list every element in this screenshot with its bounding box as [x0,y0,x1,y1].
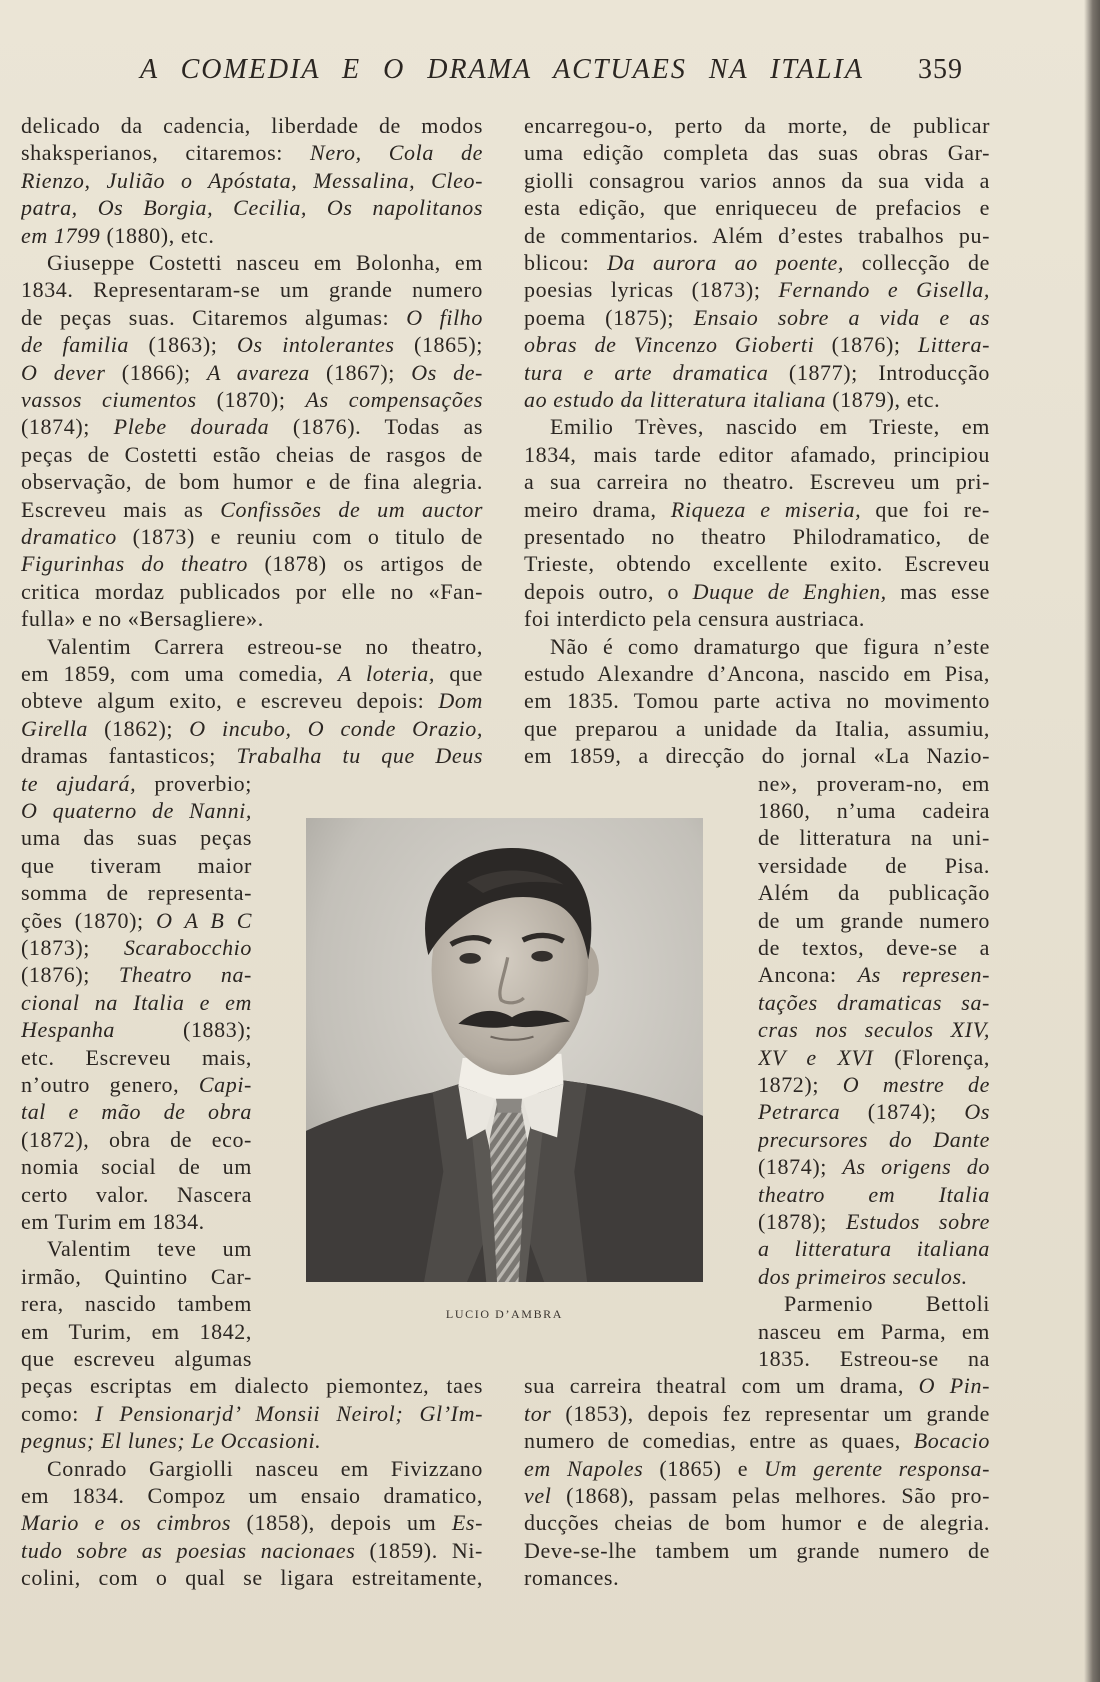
text-run: (1876); [21,962,119,988]
text-run: Valentim teve um [47,1236,252,1262]
text-line [21,1318,252,1345]
text-line [21,1181,252,1208]
italic-run: Trabalha tu que Deus [236,743,483,769]
text-run: (1863); [129,332,238,358]
text-run: em 1834. Compoz um ensaio dramatico, [21,1483,483,1508]
italic-run: Petrarca [758,1099,841,1125]
italic-run: Bocacio [913,1428,990,1454]
text-run: que escreveu algumas [21,1346,252,1371]
text-line [21,1071,252,1098]
text-line [524,687,990,714]
italic-run: O dever [21,359,106,385]
italic-run: cras nos seculos XIV, [758,1017,990,1043]
text-line [524,304,990,331]
text-line [758,1345,990,1372]
text-line [21,139,483,166]
italic-run: Girella [21,715,88,741]
text-line [21,1290,252,1317]
italic-run: Ensaio sobre a vida e as [693,304,990,330]
italic-run: pegnus; El lunes; Le Occasioni. [21,1428,322,1454]
italic-run: Nero, Cola de [310,140,483,166]
italic-run: A loteria, [337,661,435,686]
text-run: (1867); [309,359,412,385]
italic-run: theatro em Italia [758,1181,990,1207]
italic-run: ao estudo da litteratura italiana [524,387,827,412]
text-line [21,1564,483,1591]
italic-run: precursores do Dante [758,1126,990,1152]
italic-run: O incubo, O conde Orazio, [189,715,483,741]
italic-run: cional na Italia e em [21,989,252,1015]
text-line [21,276,483,303]
text-run: de litteratura na uni- [758,825,990,851]
text-run: nasceu em Parma, em [758,1318,990,1344]
text-run: (1853), depois fez representar um grande [551,1400,990,1426]
text-run: uma edição completa das suas obras Gar- [524,140,990,166]
italic-run: tor [524,1400,552,1426]
text-run: (1868), passam pelas melhores. São pro- [551,1483,990,1508]
text-run: dramas fantasticos; [21,743,237,769]
italic-run: O mestre de [842,1072,990,1097]
text-run: Giuseppe Costetti nasceu em Bolonha, em [47,250,483,275]
text-line [524,633,990,660]
text-line [21,770,252,797]
text-run: (1879), etc. [826,387,941,412]
italic-run: tações dramaticas sa- [758,989,990,1015]
text-run: fulla» e no «Bersagliere». [21,606,264,632]
text-run: ções (1870); [21,907,157,933]
text-line [21,1455,483,1482]
text-run: Conrado Gargiolli nasceu em Fivizzano [47,1455,483,1481]
italic-run: Scarabocchio [123,935,252,960]
text-run: nomia social de um [21,1154,252,1180]
text-run: Ancona: [758,962,858,988]
text-line [758,1098,990,1125]
italic-run: Littera- [917,332,990,358]
italic-run: As represen- [857,962,990,988]
italic-run: em Napoles [524,1455,644,1481]
text-line [524,139,990,166]
text-line [524,468,990,495]
text-line [524,112,990,139]
text-line [21,687,483,714]
italic-run: Rienzo, Julião o Apóstata, Messalina, Cleo- [21,167,483,193]
text-run: (1866); [105,359,207,385]
italic-run: dos primeiros seculos. [758,1263,968,1289]
italic-run: a litteratura italiana [758,1236,990,1262]
italic-run: Dom [438,688,483,714]
text-line [524,605,990,632]
text-run: poesias lyricas (1873); [524,277,779,303]
text-line [524,194,990,221]
text-run: em 1859, a direcção do jornal «La Nazio- [524,743,990,769]
text-run: peças de Costetti estão cheias de rasgos de [21,441,483,467]
text-line [758,1016,990,1043]
text-run: numero de comedias, entre as quaes, [524,1428,914,1454]
text-run: (1873); [21,935,124,960]
text-line [21,1208,252,1235]
italic-run: Hespanha [21,1017,116,1043]
text-run: presentado no theatro Philodramatico, de [524,524,990,549]
text-run: (1874); [21,414,114,440]
text-line [758,1153,990,1180]
text-run: que preparou a unidade da Italia, assumiu, [524,715,990,741]
italic-run: vel [524,1483,552,1508]
text-line [524,1509,990,1536]
text-line [524,578,990,605]
text-line [524,1400,990,1427]
text-run: sua carreira theatral com um drama, [524,1373,919,1399]
text-run: observação, de bom humor e de fina alegria. [21,469,483,495]
right-eye [531,951,552,962]
italic-run: Um gerente responsa- [764,1455,990,1481]
text-run: encarregou-o, perto da morte, de publicar [524,113,990,138]
text-run: certo valor. Nascera [21,1181,252,1207]
text-run: (1876). Todas as [269,414,483,440]
italic-run: Os de- [411,359,483,385]
text-line [21,496,483,523]
text-run: giolli consagrou varios annos da sua vida a [524,167,990,193]
text-line [21,742,483,769]
text-run: a sua carreira no theatro. Escreveu um pri- [524,469,990,495]
text-line [758,1044,990,1071]
text-line [758,797,990,824]
text-run: irmão, Quintino Car- [21,1263,252,1289]
text-line [758,907,990,934]
text-run: em Turim em 1834. [21,1209,205,1234]
italic-run: vassos ciumentos [21,387,197,412]
text-run: Emilio Trèves, nascido em Trieste, em [550,414,990,440]
portrait-photo [306,818,703,1282]
text-line [758,1126,990,1153]
text-line [21,879,252,906]
text-line [21,824,252,851]
text-line [21,1263,252,1290]
text-line [758,824,990,851]
text-run: Escreveu mais as [21,496,221,522]
text-run: (1858), depois um [231,1510,452,1536]
italic-run: Os intolerantes [237,332,395,358]
text-line [21,578,483,605]
text-run: Parmenio Bettoli [784,1291,990,1317]
text-run: peças escriptas em dialecto piemontez, taes [21,1373,483,1399]
text-line [758,961,990,988]
text-line [524,1427,990,1454]
italic-run: O filho [406,304,483,330]
text-line [21,413,483,440]
text-line [21,1153,252,1180]
text-run: que foi re- [861,496,990,522]
italic-run: tura e arte dramatica [524,359,769,385]
text-run: uma das suas peças [21,825,252,851]
text-run: (1876); [814,332,918,358]
text-run: mas esse [886,578,990,604]
text-line [21,852,252,879]
text-line [524,167,990,194]
text-run: (1872), obra de eco- [21,1126,252,1152]
text-run: collecção de [844,250,990,275]
italic-run: O Pin- [918,1373,990,1399]
italic-run: Mario e os cimbros [21,1510,232,1536]
text-run: shaksperianos, citaremos: [21,140,311,166]
text-line [21,934,252,961]
text-line [524,441,990,468]
text-line [524,1482,990,1509]
text-line [21,989,252,1016]
text-run: ne», proveram-no, em [758,770,990,796]
text-line [524,660,990,687]
text-line [21,468,483,495]
text-line [21,1372,483,1399]
text-run: 1872); [758,1072,843,1097]
text-line [758,1290,990,1317]
running-head-title: A COMEDIA E O DRAMA ACTUAES NA ITALIA [140,54,864,85]
text-line [21,167,483,194]
text-line [758,934,990,961]
text-line [524,276,990,303]
text-run: de commentarios. Além d’estes trabalhos pu- [524,222,990,248]
text-line [21,1016,252,1043]
text-run: (1865) e [643,1455,765,1481]
text-line [524,1537,990,1564]
text-line [524,742,990,769]
photo-caption: LUCIO D’AMBRA [445,1307,564,1321]
text-run: proverbio; [136,770,252,796]
text-run: n’outro genero, [21,1072,199,1097]
text-line [524,550,990,577]
text-run: que tiveram maior [21,852,252,878]
text-line [21,1098,252,1125]
text-line [758,1235,990,1262]
text-run: obteve algum exito, e escreveu depois: [21,688,439,714]
italic-run: XV e XVI [758,1044,874,1070]
text-line [21,112,483,139]
text-line [21,304,483,331]
italic-run: em 1799 [21,222,101,248]
text-run: (1877); Introducção [768,359,990,385]
italic-run: tal e mão de obra [21,1099,252,1125]
italic-run: As compensações [305,387,483,412]
text-line [758,879,990,906]
text-line [21,961,252,988]
text-run: (1862); [87,715,190,741]
text-run: (1870); [196,387,306,412]
text-run: depois outro, o [524,578,693,604]
text-run: de peças suas. Citaremos algumas: [21,304,407,330]
text-line [21,1345,252,1372]
text-line [21,1482,483,1509]
text-run: meiro drama, [524,496,671,522]
page-edge-shadow [1084,0,1100,1682]
text-run: poema (1875); [524,304,694,330]
text-run: em 1859, com uma comedia, [21,661,338,686]
text-line [21,386,483,413]
text-run: esta edição, que enriqueceu de prefacios e [524,195,990,221]
text-run: versidade de Pisa. [758,852,990,878]
text-line [758,1318,990,1345]
text-line [21,1537,483,1564]
text-run: como: [21,1400,96,1426]
text-run: foi interdicto pela censura austriaca. [524,606,866,632]
text-run: 1860, n’uma cadeira [758,798,990,823]
italic-run: te ajudará, [21,770,137,796]
text-line [21,605,483,632]
text-run: Deve-se-lhe tambem um grande numero de [524,1537,990,1563]
text-run: 1834, mais tarde editor afamado, principiou [524,441,990,467]
text-run: de um grande numero [758,907,990,933]
text-line [21,907,252,934]
text-line [524,386,990,413]
text-line [21,1235,252,1262]
text-line [524,523,990,550]
text-run: estudo Alexandre d’Ancona, nascido em Pisa, [524,661,990,686]
text-line [21,1400,483,1427]
text-run: 1834. Representaram-se um grande numero [21,277,483,303]
italic-run: Estudos sobre [846,1209,990,1234]
text-run: romances. [524,1565,620,1591]
text-run: delicado da cadencia, liberdade de modos [21,113,483,138]
text-line [758,989,990,1016]
italic-run: Fernando e Gisella, [778,277,990,303]
text-line [21,1427,483,1454]
text-run: colini, com o qual se ligara estreitamente, [21,1565,483,1591]
text-line [758,1181,990,1208]
text-line [524,1372,990,1399]
italic-run: dramatico [21,524,117,549]
text-line [524,359,990,386]
text-line [524,1564,990,1591]
text-run: (1874); [758,1154,843,1180]
text-run: que [434,661,483,686]
text-line [758,852,990,879]
text-line [524,1455,990,1482]
text-line [758,770,990,797]
text-run: (Florença, [873,1044,990,1070]
text-run: somma de representa- [21,880,252,906]
text-line [21,633,483,660]
text-run: Não é como dramaturgo que figura n’este [550,633,990,659]
text-run: Trieste, obtendo excellente exito. Escreveu [524,551,990,577]
page-number: 359 [918,54,963,85]
italic-run: de familia [21,332,130,358]
text-line [21,249,483,276]
italic-run: Riqueza e miseria, [670,496,862,522]
text-run: (1873) e reuniu com o titulo de [116,524,483,549]
text-line [21,523,483,550]
text-run: (1878) os artigos de [247,551,483,577]
text-line [21,1044,252,1071]
text-line [21,222,483,249]
text-line [21,550,483,577]
text-line [524,222,990,249]
italic-run: A avareza [206,359,310,385]
italic-run: Da aurora ao poente, [607,250,844,275]
italic-run: O A B C [156,907,252,933]
left-eye [459,953,480,964]
italic-run: Es- [451,1510,483,1536]
text-run: (1883); [115,1017,252,1043]
text-line [758,1208,990,1235]
text-run: (1874); [840,1099,965,1125]
text-line [21,715,483,742]
text-line [758,1071,990,1098]
italic-run: tudo sobre as poesias nacionaes [21,1537,356,1563]
text-line [524,331,990,358]
text-run: Valentim Carrera estreou-se no theatro, [47,633,483,659]
text-line [21,359,483,386]
italic-run: Duque de Enghien, [692,578,887,604]
text-run: 1835. Estreou-se na [758,1346,990,1371]
text-line [21,797,252,824]
text-run: ducções cheias de bom humor e de alegria. [524,1510,990,1536]
text-run: etc. Escreveu mais, [21,1044,252,1070]
text-line [21,331,483,358]
italic-run: Capi- [198,1072,252,1097]
text-run: Além da publicação [758,880,990,906]
text-run: (1865); [394,332,483,358]
text-run: (1859). Ni- [355,1537,483,1563]
text-line [758,1263,990,1290]
text-run: em Turim, em 1842, [21,1318,252,1344]
italic-run: Plebe dourada [113,414,270,440]
text-line [21,660,483,687]
text-run: (1880), etc. [100,222,215,248]
text-line [21,441,483,468]
text-run: de textos, deve-se a [758,935,990,960]
italic-run: O quaterno de Nanni, [21,798,252,823]
text-line [524,249,990,276]
text-line [524,496,990,523]
italic-run: I Pensionarjd’ Monsii Neirol; Gl’Im- [95,1400,483,1426]
italic-run: Confissões de um auctor [220,496,483,522]
text-line [524,413,990,440]
italic-run: obras de Vincenzo Gioberti [524,332,815,358]
text-run: blicou: [524,250,608,275]
text-line [21,1126,252,1153]
italic-run: patra, Os Borgia, Cecilia, Os napolitanos [21,195,483,221]
italic-run: Figurinhas do theatro [21,551,248,577]
text-run: rera, nascido tambem [21,1291,252,1317]
text-run: (1878); [758,1209,847,1234]
text-run: em 1835. Tomou parte activa no movimento [524,688,990,714]
text-line [524,715,990,742]
italic-run: Os [964,1099,990,1125]
text-line [21,194,483,221]
text-line [21,1509,483,1536]
italic-run: Theatro na- [118,962,252,988]
text-run: critica mordaz publicados por elle no «Fan- [21,578,483,604]
italic-run: As origens do [842,1154,990,1180]
